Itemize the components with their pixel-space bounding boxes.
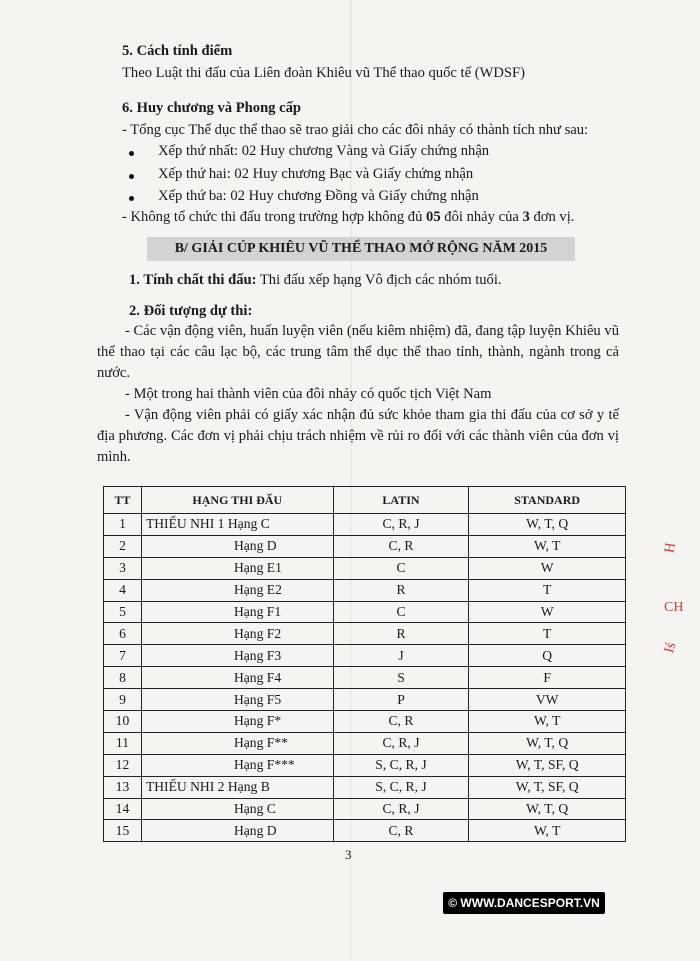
- bullet-dot: [129, 196, 134, 201]
- table-row: 8 Hạng F4 S F: [104, 667, 626, 689]
- section-banner: B/ GIẢI CÚP KHIÊU VŨ THỂ THAO MỞ RỘNG NĂM 2015: [147, 237, 575, 261]
- section5-heading: 5. Cách tính điểm: [122, 43, 233, 59]
- table-row: 13 THIẾU NHI 2 Hạng B S, C, R, J W, T, SF, Q: [104, 776, 626, 798]
- ranking-table: [103, 486, 626, 842]
- item2-paragraph-2: - Một trong hai thành viên của đôi nhảy có quốc tịch Việt Nam: [125, 386, 492, 402]
- item2-label: 2. Đối tượng dự thi:: [129, 303, 253, 319]
- table-row: 11 Hạng F** C, R, J W, T, Q: [104, 732, 626, 754]
- item2-paragraph-3: - Vận động viên phải có giấy xác nhận đủ sức khỏe tham gia thi đấu của cơ sở y tế địa phương. Các đơn vị phải chịu trách nhiệm về rủi ro đối với các thành viên của đơn vị mình.: [97, 407, 619, 465]
- bullet-item-1: Xếp thứ nhất: 02 Huy chương Vàng và Giấy chứng nhận: [158, 143, 490, 159]
- bullet-item-3: Xếp thứ ba: 02 Huy chương Đồng và Giấy chứng nhận: [158, 188, 479, 204]
- bullet-dot: [129, 174, 134, 179]
- bullet-item-2: Xếp thứ hai: 02 Huy chương Bạc và Giấy chứng nhận: [158, 166, 474, 182]
- stamp-mark: H: [662, 541, 679, 555]
- bullet-dot: [129, 151, 134, 156]
- table-row: 3 Hạng E1 C W: [104, 557, 626, 579]
- column-header-tt: TT: [104, 487, 142, 514]
- table-row: 4 Hạng E2 R T: [104, 579, 626, 601]
- section6-heading: 6. Huy chương và Phong cấp: [122, 100, 302, 116]
- item2-paragraph-1: - Các vận động viên, huấn luyện viên (nếu kiêm nhiệm) đã, đang tập luyện Khiêu vũ thể thao tại các câu lạc bộ, các trung tâm thể dục thể thao tỉnh, thành, ngành trong cả nước.: [97, 323, 619, 381]
- watermark-badge: © WWW.DANCESPORT.VN: [443, 892, 605, 914]
- column-header-hang: HẠNG THI ĐẤU: [141, 487, 333, 514]
- item1-line: [129, 271, 502, 289]
- item1-label: 1. Tính chất thi đấu:: [129, 272, 257, 288]
- table-row: 6 Hạng F2 R T: [104, 623, 626, 645]
- table-row: 14 Hạng C C, R, J W, T, Q: [104, 798, 626, 820]
- section6-note: - Không tổ chức thi đấu trong trường hợp không đủ 05 đôi nhảy của 3 đơn vị.: [122, 209, 575, 225]
- table-row: 1 THIẾU NHI 1 Hạng C C, R, J W, T, Q: [104, 514, 626, 536]
- stamp-mark: CH: [664, 600, 684, 615]
- table-row: 2 Hạng D C, R W, T: [104, 535, 626, 557]
- section6-intro: - Tổng cục Thể dục thể thao sẽ trao giải cho các đôi nhảy có thành tích như sau:: [122, 122, 589, 138]
- table-row: 9 Hạng F5 P VW: [104, 689, 626, 711]
- table-row: 12 Hạng F*** S, C, R, J W, T, SF, Q: [104, 754, 626, 776]
- table-row: 7 Hạng F3 J Q: [104, 645, 626, 667]
- page-number: 3: [345, 847, 352, 862]
- table-row: 10 Hạng F* C, R W, T: [104, 711, 626, 733]
- table-row: 15 Hạng D C, R W, T: [104, 820, 626, 842]
- stamp-mark: Iś: [662, 641, 680, 655]
- column-header-standard: STANDARD: [469, 487, 626, 514]
- section5-text: Theo Luật thi đấu của Liên đoàn Khiêu vũ Thể thao quốc tế (WDSF): [122, 65, 525, 81]
- table-header-row: [104, 487, 626, 514]
- table-row: 5 Hạng F1 C W: [104, 601, 626, 623]
- item1-text: Thi đấu xếp hạng Vô địch các nhóm tuổi.: [256, 272, 502, 288]
- column-header-latin: LATIN: [333, 487, 469, 514]
